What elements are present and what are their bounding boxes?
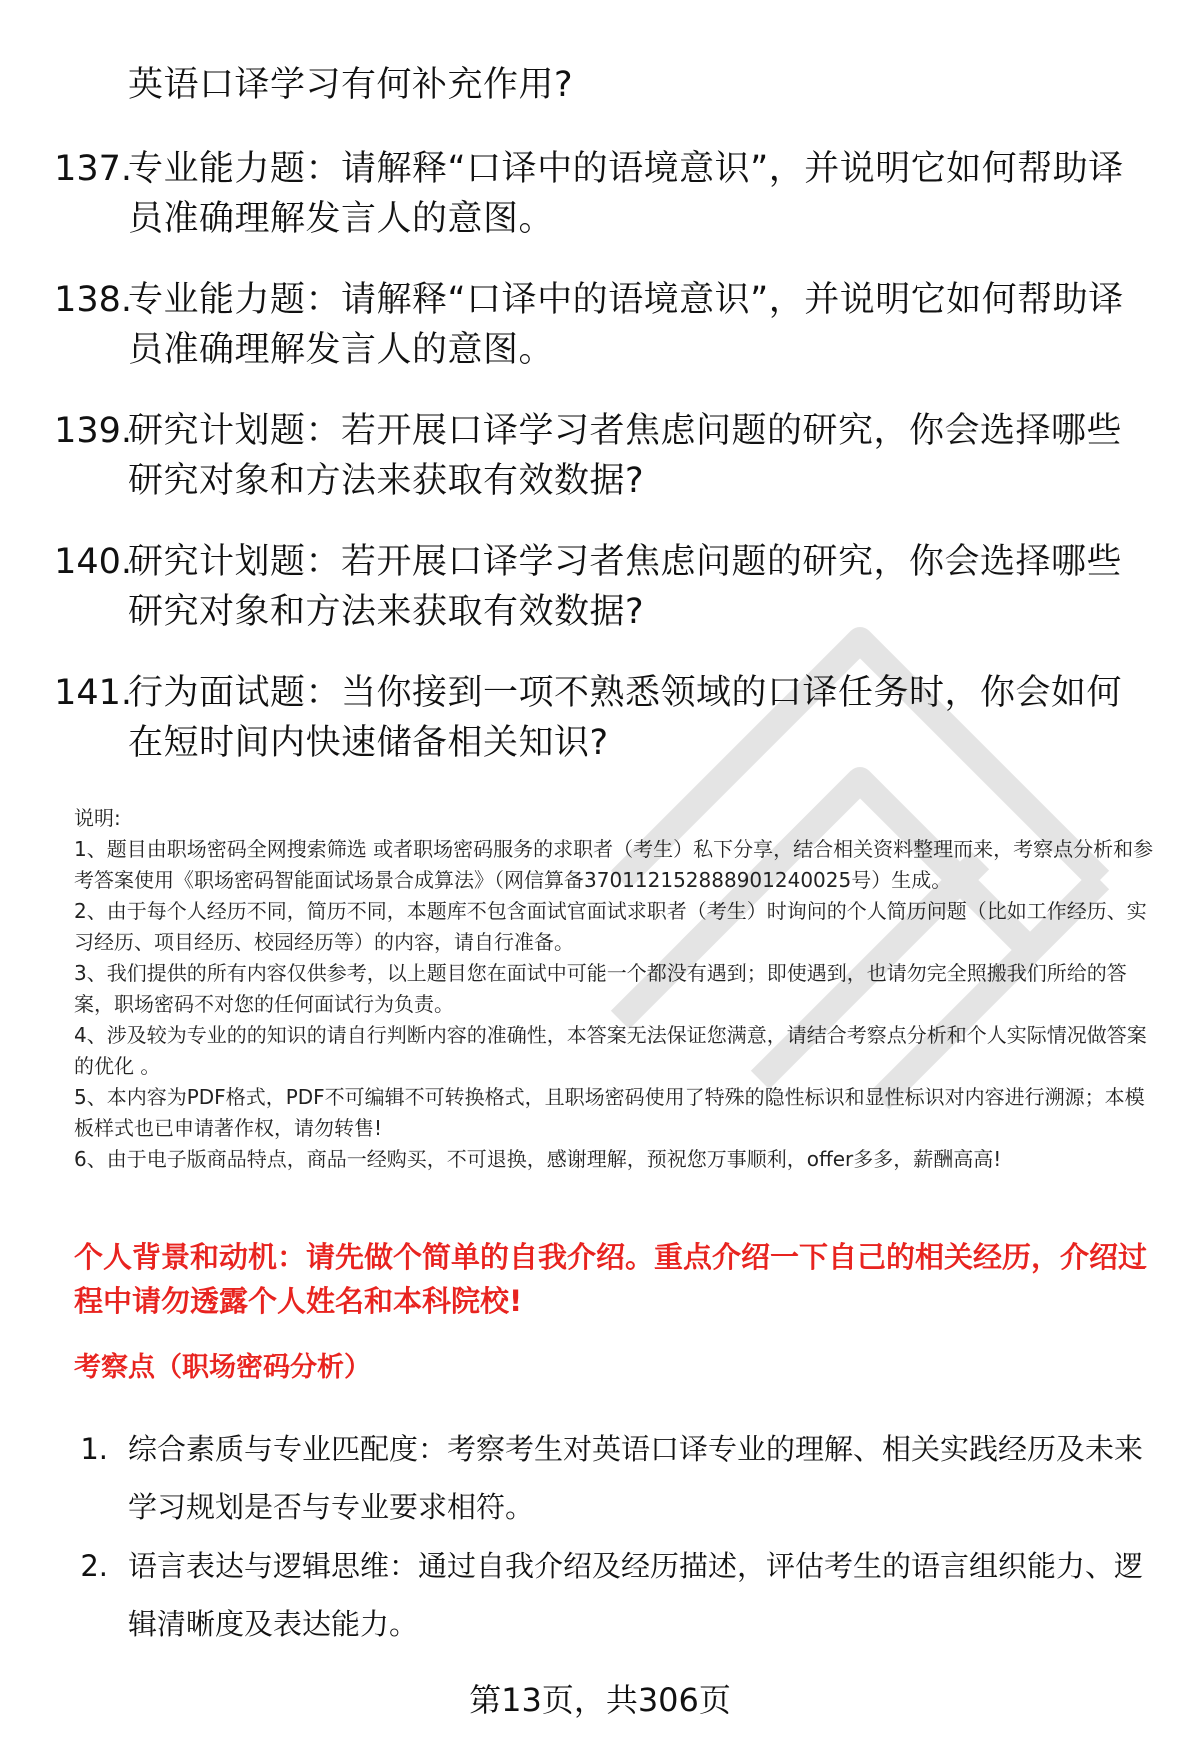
note-item: 3、我们提供的所有内容仅供参考，以上题目您在面试中可能一个都没有遇到；即使遇到，也请勿完全照搬我们所给的答案，职场密码不对您的任何面试行为负责。 [74,961,1127,1016]
exam-point-number: 1. [80,1432,108,1466]
note-item: 6、由于电子版商品特点，商品一经购买，不可退换，感谢理解，预祝您万事顺利，offer多多，薪酬高高! [74,1147,1002,1171]
exam-points-title: 考察点（职场密码分析） [74,1352,371,1383]
question-text: 行为面试题：当你接到一项不熟悉领域的口译任务时，你会如何在短时间内快速储备相关知识? [128,673,1123,763]
question-number: 137. [54,149,132,189]
section-heading: 个人背景和动机：请先做个简单的自我介绍。重点介绍一下自己的相关经历，介绍过程中请勿透露个人姓名和本科院校! [74,1240,1148,1318]
exam-point-number: 2. [80,1549,108,1583]
question-text: 专业能力题：请解释“口译中的语境意识”，并说明它如何帮助译员准确理解发言人的意图。 [128,280,1124,370]
note-item: 1、题目由职场密码全网搜索筛选 或者职场密码服务的求职者（考生）私下分享，结合相关资料整理而来，考察点分析和参考答案使用《职场密码智能面试场景合成算法》（网信算备370112152888901240025号）生成。 [74,837,1154,892]
notes-title: 说明: [74,806,121,830]
exam-point-text: 语言表达与逻辑思维：通过自我介绍及经历描述，评估考生的语言组织能力、逻辑清晰度及表达能力。 [128,1549,1144,1641]
question-number: 138. [54,280,132,320]
page-footer: 第13页，共306页 [469,1681,731,1719]
note-item: 2、由于每个人经历不同，简历不同，本题库不包含面试官面试求职者（考生）时询问的个人简历问题（比如工作经历、实习经历、项目经历、校园经历等）的内容，请自行准备。 [74,899,1147,954]
continuation-line: 英语口译学习有何补充作用? [128,65,574,105]
note-item: 4、涉及较为专业的的知识的请自行判断内容的准确性，本答案无法保证您满意，请结合考察点分析和个人实际情况做答案的优化 。 [74,1023,1147,1078]
question-number: 140. [54,542,132,582]
notes-section [74,803,1164,1175]
question-text: 研究计划题：若开展口译学习者焦虑问题的研究，你会选择哪些研究对象和方法来获取有效数据? [128,411,1123,501]
question-text: 专业能力题：请解释“口译中的语境意识”，并说明它如何帮助译员准确理解发言人的意图。 [128,149,1124,239]
question-number: 139. [54,411,132,451]
question-text: 研究计划题：若开展口译学习者焦虑问题的研究，你会选择哪些研究对象和方法来获取有效数据? [128,542,1123,632]
note-item: 5、本内容为PDF格式，PDF不可编辑不可转换格式，且职场密码使用了特殊的隐性标识和显性标识对内容进行溯源；本模板样式也已申请著作权，请勿转售! [74,1085,1145,1140]
exam-point-text: 综合素质与专业匹配度：考察考生对英语口译专业的理解、相关实践经历及未来学习规划是否与专业要求相符。 [128,1432,1144,1524]
question-number: 141. [54,673,132,713]
